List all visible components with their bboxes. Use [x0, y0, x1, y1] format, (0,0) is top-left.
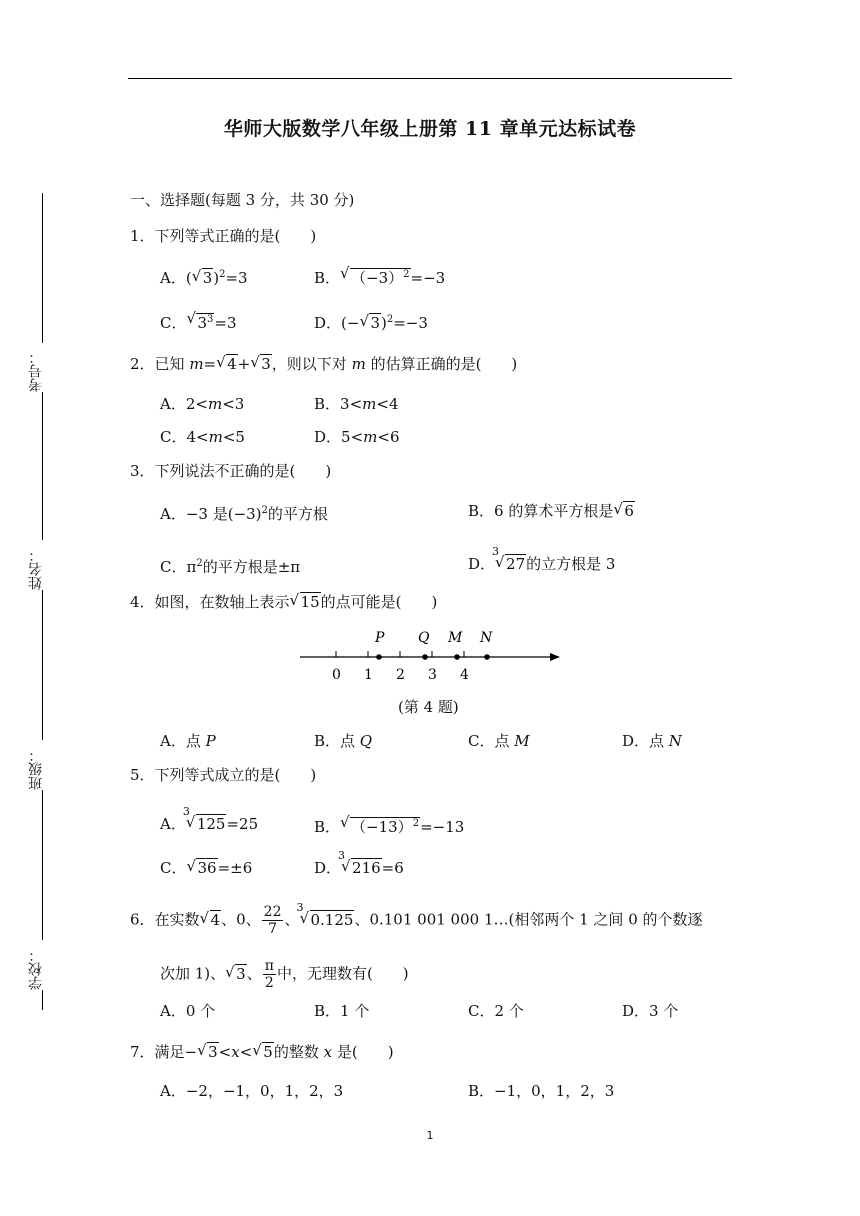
binding-line [42, 790, 43, 940]
number-line-arrow [550, 653, 560, 661]
fraction-22-7: $\frac{22}{7}$ [263, 904, 282, 937]
q5-option-d: D．√ 216 3=6 [314, 858, 404, 878]
q1-option-c: C．√ $3^3=3$ [160, 310, 237, 333]
binding-label-exam-no: 考号： [28, 350, 44, 392]
point-n [484, 654, 490, 660]
question-5-stem: 5．下列等式成立的是( ) [130, 766, 317, 784]
q5-option-a: A．√ 125 3=25 [160, 814, 258, 834]
q1-option-a: A．(√ 3)$^2$=3 [160, 265, 248, 288]
q3-option-c: C．$\pi^2$的平方根是±π [160, 558, 301, 576]
binding-line [42, 990, 43, 1010]
binding-line [42, 590, 43, 740]
point-q [422, 654, 428, 660]
tick-label-4: 4 [460, 667, 469, 683]
binding-label-class: 班级： [28, 748, 44, 790]
question-7-stem: 7．满足−√ 3<x<√ 5的整数 x 是( ) [130, 1042, 394, 1062]
tick-label-1: 1 [364, 667, 373, 683]
point-label-n: N [480, 630, 493, 646]
question-6-line2: 次加 1)、√ 3、 $\frac{\pi}{2}$ 中，无理数有( ) [160, 958, 409, 991]
q2-option-b: B．3<m<4 [314, 395, 399, 413]
binding-label-school: 学校： [28, 948, 44, 990]
question-2-stem: 2．已知 m=√ 4+√ 3，则以下对 m 的估算正确的是( ) [130, 354, 517, 374]
figure-caption: (第 4 题) [398, 698, 459, 716]
q7-option-b: B．−1，0，1，2，3 [468, 1082, 615, 1100]
q5-option-c: C．√ 36=±6 [160, 858, 252, 878]
q1-option-d: D．(−√ 3)$^2$=−3 [314, 310, 428, 333]
page-number: 1 [426, 1129, 434, 1142]
point-label-m: M [448, 630, 463, 646]
q4-option-c: C．点 M [468, 732, 530, 750]
q6-option-a: A．0 个 [160, 1002, 216, 1020]
point-label-q: Q [418, 630, 430, 646]
fraction-pi-2: $\frac{\pi}{2}$ [264, 958, 274, 991]
point-m [454, 654, 460, 660]
section-heading: 一、选择题(每题 3 分，共 30 分) [130, 191, 355, 209]
binding-line [42, 193, 43, 343]
top-rule [128, 78, 732, 79]
question-6-stem: 6．在实数√ 4、0、 $\frac{22}{7}$ 、√ 0.125 3、0.101 001 000 1…(相邻两个 1 之间 0 的个数逐 [130, 904, 703, 937]
question-3-stem: 3．下列说法不正确的是( ) [130, 462, 332, 480]
point-label-p: P [375, 630, 385, 646]
q6-option-d: D．3 个 [622, 1002, 679, 1020]
q5-option-b: B．√ $(-13)^2=-13$ [314, 814, 464, 837]
tick-label-0: 0 [332, 667, 341, 683]
q6-option-c: C．2 个 [468, 1002, 524, 1020]
binding-line [42, 392, 43, 540]
q4-option-a: A．点 P [160, 732, 216, 750]
q3-option-a: A．−3 是$(-3)^2$的平方根 [160, 505, 328, 523]
point-p [376, 654, 382, 660]
q1-option-b: B．√ $(-3)^2=-3$ [314, 265, 445, 288]
q4-option-b: B．点 Q [314, 732, 373, 750]
q2-option-d: D．5<m<6 [314, 428, 400, 446]
binding-label-name: 姓名： [28, 548, 44, 590]
page-title: 华师大版数学八年级上册第 11 章单元达标试卷 [223, 118, 637, 140]
number-line-figure [290, 622, 570, 686]
tick-label-2: 2 [396, 667, 405, 683]
q2-option-a: A．2<m<3 [160, 395, 245, 413]
q6-option-b: B．1 个 [314, 1002, 370, 1020]
q3-option-b: B．6 的算术平方根是√ 6 [468, 501, 635, 521]
q4-option-d: D．点 N [622, 732, 682, 750]
tick-label-3: 3 [428, 667, 437, 683]
question-1-stem: 1．下列等式正确的是( ) [130, 227, 317, 245]
question-4-stem: 4．如图，在数轴上表示√ 15的点可能是( ) [130, 592, 437, 612]
q2-option-c: C．4<m<5 [160, 428, 245, 446]
q3-option-d: D．√ 27 3的立方根是 3 [468, 554, 615, 574]
q7-option-a: A．−2，−1，0，1，2，3 [160, 1082, 344, 1100]
